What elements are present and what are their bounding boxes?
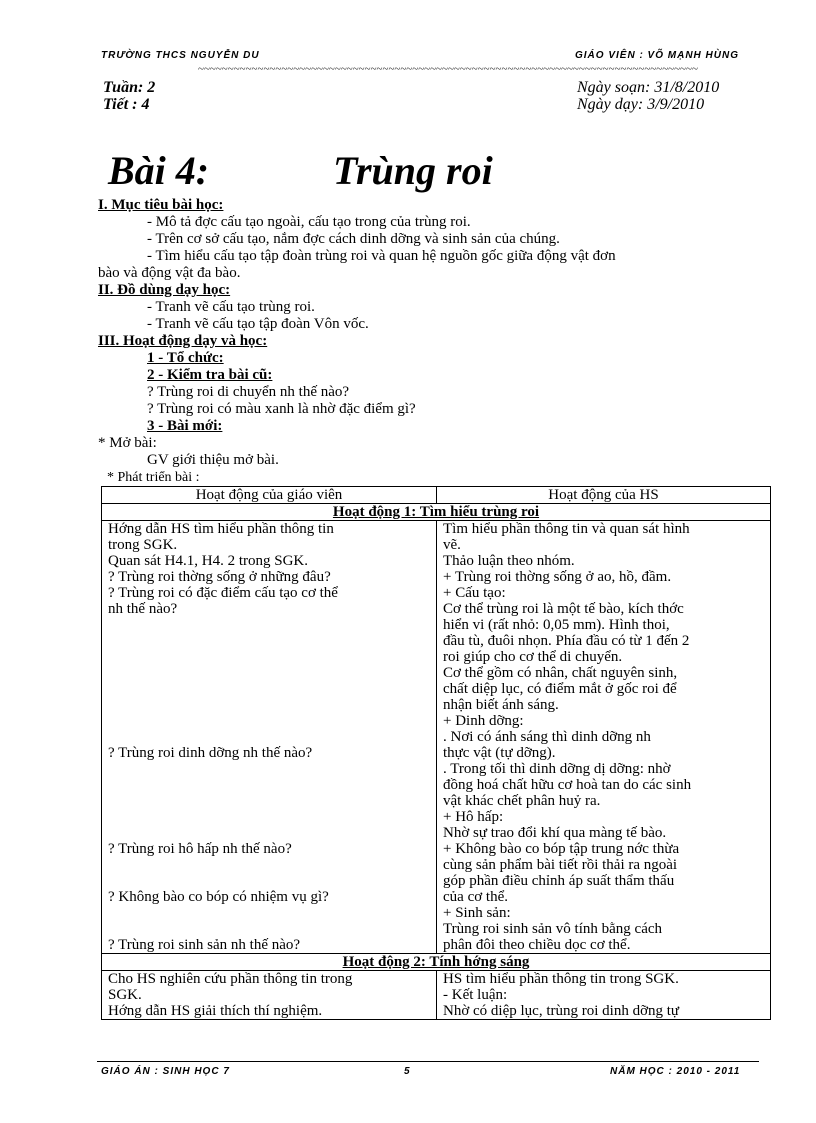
material-2: - Tranh vẽ cấu tạo tập đoàn Vôn vốc. xyxy=(147,316,369,332)
footer-school-year: NĂM HỌC : 2010 - 2011 xyxy=(610,1066,741,1077)
lesson-number: Bài 4: xyxy=(108,148,210,193)
step-review: 2 - Kiểm tra bài cũ: xyxy=(147,367,273,383)
intro-label: * Mở bài: xyxy=(98,435,157,451)
activity-1-teacher: Hớng dẫn HS tìm hiểu phần thông tin trong SGK. Quan sát H4.1, H4. 2 trong SGK. ? Trùng roi thờng sống ở những đâu? ? Trùng roi có đặc điểm cấu tạo cơ thể nh thế nào? ? Trùng roi dinh dỡng nh thế nào? ? Trùng roi hô hấp nh thế nào? ? Không bào co bóp có nhiệm vụ gì? ? Trùng roi sinh sản nh thế nào? xyxy=(102,521,437,954)
period-label: Tiết : 4 xyxy=(103,96,150,113)
objective-3-cont: bào và động vật đa bào. xyxy=(98,265,241,281)
lesson-title: Trùng roi xyxy=(333,148,493,193)
intro-text: GV giới thiệu mở bài. xyxy=(147,452,279,468)
activity-1-header-row xyxy=(102,504,771,521)
section-materials-title: II. Đồ dùng dạy học: xyxy=(98,282,231,298)
development-label: * Phát triển bài : xyxy=(107,470,200,485)
footer-page-number: 5 xyxy=(404,1066,411,1077)
material-1: - Tranh vẽ cấu tạo trùng roi. xyxy=(147,299,315,315)
student-column-header: Hoạt động của HS xyxy=(437,487,771,504)
activities-table xyxy=(101,486,771,1020)
footer-divider xyxy=(97,1061,759,1062)
step-new-lesson: 3 - Bài mới: xyxy=(147,418,223,434)
teacher-column-header: Hoạt động của giáo viên xyxy=(102,487,437,504)
activity-2-student: HS tìm hiểu phần thông tin trong SGK. - Kết luận: Nhờ có diệp lục, trùng roi dinh dỡng tự xyxy=(437,971,771,1020)
school-header: TRƯỜNG THCS NGUYỄN DU xyxy=(101,50,260,61)
objective-1: - Mô tả đợc cấu tạo ngoài, cấu tạo trong của trùng roi. xyxy=(147,214,471,230)
activity-1-title: Hoạt động 1: Tìm hiểu trùng roi xyxy=(102,504,771,521)
week-label: Tuần: 2 xyxy=(103,79,156,96)
activity-2-title: Hoạt động 2: Tính hớng sáng xyxy=(102,954,771,971)
activity-2-teacher: Cho HS nghiên cứu phần thông tin trong SGK. Hớng dẫn HS giải thích thí nghiệm. xyxy=(102,971,437,1020)
footer-subject: GIÁO ÁN : SINH HỌC 7 xyxy=(101,1066,230,1077)
teach-date: Ngày dạy: 3/9/2010 xyxy=(577,96,705,113)
header-divider: ~~~~~~~~~~~~~~~~~~~~~~~~~~~~~~~~~~~~~~~~~~~~~~~~~~~~~~~~~~~~~~~~~~~~~~~~~~~~~~~~~~~~ xyxy=(198,63,698,75)
review-question-2: ? Trùng roi có màu xanh là nhờ đặc điểm gì? xyxy=(147,401,416,417)
table-header-row xyxy=(102,487,771,504)
section-objectives-title: I. Mục tiêu bài học: xyxy=(98,197,224,213)
objective-3: - Tìm hiểu cấu tạo tập đoàn trùng roi và quan hệ nguồn gốc giữa động vật đơn xyxy=(147,248,616,264)
teacher-header: GIÁO VIÊN : VÕ MẠNH HÙNG xyxy=(575,50,740,61)
activity-2-header-row xyxy=(102,954,771,971)
step-organize: 1 - Tổ chức: xyxy=(147,350,224,366)
activity-1-student: Tìm hiểu phần thông tin và quan sát hình vẽ. Thảo luận theo nhóm. + Trùng roi thờng sống ở ao, hồ, đầm. + Cấu tạo: Cơ thể trùng roi là một tế bào, kích thớc hiển vi (rất nhỏ: 0,05 mm). Hình thoi, đầu tù, đuôi nhọn. Phía đầu có từ 1 đến 2 roi giúp cho cơ thể di chuyển. Cơ thể gồm có nhân, chất nguyên sinh, chất diệp lục, có điểm mắt ở gốc roi để nhận biết ánh sáng. + Dinh dỡng: . Nơi có ánh sáng thì dinh dỡng nh thực vật (tự dỡng). . Trong tối thì dinh dỡng dị dỡng: nhờ đồng hoá chất hữu cơ hoà tan do các sinh vật khác chết phân huỷ ra. + Hô hấp: Nhờ sự trao đổi khí qua màng tế bào. + Không bào co bóp tập trung nớc thừa cùng sản phẩm bài tiết rồi thải ra ngoài góp phần điều chỉnh áp suất thẩm thấu của cơ thể. + Sinh sản: Trùng roi sinh sản vô tính bằng cách phân đôi theo chiều dọc cơ thể. xyxy=(437,521,771,954)
review-question-1: ? Trùng roi di chuyển nh thế nào? xyxy=(147,384,350,400)
prep-date: Ngày soạn: 31/8/2010 xyxy=(577,79,720,96)
activity-2-row xyxy=(102,971,771,1020)
objective-2: - Trên cơ sở cấu tạo, nắm đợc cách dinh dỡng và sinh sản của chúng. xyxy=(147,231,560,247)
section-activities-title: III. Hoạt động dạy và học: xyxy=(98,333,268,349)
activity-1-row xyxy=(102,521,771,954)
